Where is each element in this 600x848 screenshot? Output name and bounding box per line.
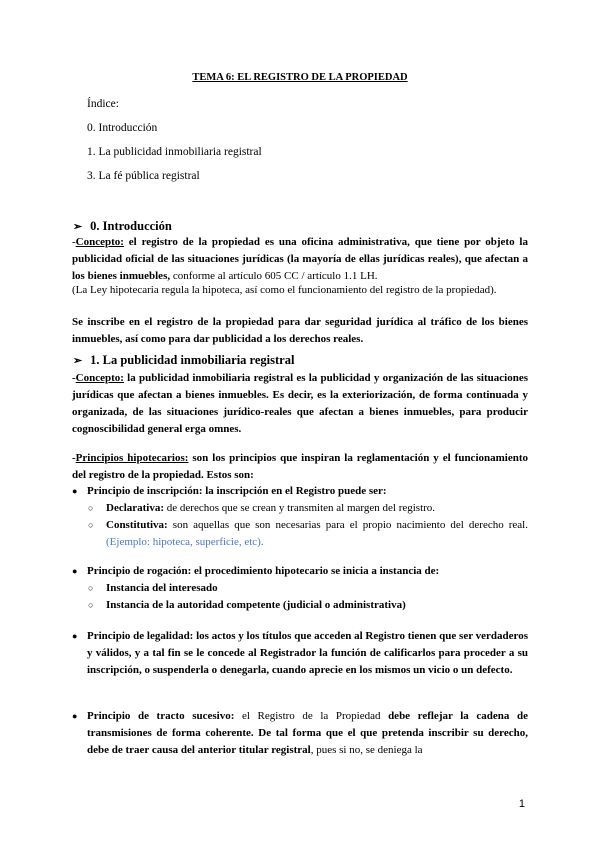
circle-bullet-icon: ○ — [88, 583, 94, 593]
concept-label: Concepto: — [75, 236, 124, 248]
circle-bullet-icon: ○ — [88, 503, 94, 513]
concept-label: Concepto: — [75, 372, 124, 384]
bullet-icon: ● — [72, 711, 78, 721]
principle-inscription: ● Principio de inscripción: la inscripción en el Registro puede ser: — [72, 483, 528, 500]
principle-inscription-declarativa: ○ Declarativa: de derechos que se crean y transmiten al margen del registro. — [88, 500, 528, 517]
page-number: 1 — [518, 798, 525, 810]
arrow-bullet-icon: ➢ — [73, 355, 83, 367]
document-title: TEMA 6: EL REGISTRO DE LA PROPIEDAD — [192, 72, 408, 83]
section-1-heading — [73, 353, 294, 368]
bullet-icon: ● — [72, 631, 78, 641]
principle-legality: ● Principio de legalidad: los actos y los títulos que acceden al Registro tienen que ser verdaderos y válidos, y a tal fin se le concede al Registrador la función de calificarlos para proceder a su inscripción, o suspenderla o denegarla, cuando aprecie en los mismos un vicio o un defecto. — [72, 630, 528, 676]
example-text: (Ejemplo: hipoteca, superficie, etc). — [106, 536, 264, 548]
index-item-0: 0. Introducción — [87, 122, 158, 134]
index-heading: Índice: — [87, 98, 119, 110]
principle-tracto-sucesivo: ● Principio de tracto sucesivo: el Registro de la Propiedad debe reflejar la cadena de transmisiones de forma coherente. De tal forma que el que pretenda inscribir su derecho, debe de traer causa del anterior titular registral, pues si no, se deniega la — [72, 710, 528, 756]
principle-rogation: ● Principio de rogación: el procedimiento hipotecario se inicia a instancia de: — [72, 563, 528, 580]
bullet-icon: ● — [72, 566, 78, 576]
concept-definition: el registro de la propiedad es una oficina administrativa, que tiene por objeto la publicidad oficial de las situaciones jurídicas (la mayoría de ellas jurídicas reales), que afectan a los bienes inmuebles, — [72, 236, 528, 282]
section-0-title: 0. Introducción — [90, 219, 172, 233]
principle-rogation-sub-1: ○ Instancia del interesado — [88, 580, 528, 597]
concept-definition: la publicidad inmobiliaria registral es la publicidad y organización de las situaciones jurídicas que afectan a bienes inmuebles. Es decir, es la exteriorización, de forma continuada y organizada, de las situaciones jurídico-reales que afectan a bienes inmuebles, para producir cognoscibilidad general erga omnes. — [72, 372, 528, 435]
section-0-heading — [73, 219, 172, 234]
index-item-2: 3. La fé pública registral — [87, 170, 200, 182]
section-1-title: 1. La publicidad inmobiliaria registral — [90, 353, 295, 367]
arrow-bullet-icon: ➢ — [73, 221, 83, 233]
circle-bullet-icon: ○ — [88, 600, 94, 610]
index-item-1: 1. La publicidad inmobiliaria registral — [87, 146, 262, 158]
principles-label: Principios hipotecarios: — [75, 452, 189, 464]
principle-rogation-sub-2: ○ Instancia de la autoridad competente (judicial o administrativa) — [88, 597, 528, 614]
section-0-note: (La Ley hipotecaria regula la hipoteca, así como el funcionamiento del registro de la propiedad). — [72, 284, 497, 296]
section-0-concept: -Concepto: el registro de la propiedad es una oficina administrativa, que tiene por objeto la publicidad oficial de las situaciones jurídicas (la mayoría de ellas jurídicas reales), que afectan a los bienes inmuebles, conforme al artículo 605 CC / artículo 1.1 LH. — [72, 236, 528, 282]
principles-text: son los principios que inspiran la reglamentación y el funcionamiento del registro de la propiedad. Estos son: — [72, 452, 528, 481]
circle-bullet-icon: ○ — [88, 520, 94, 530]
concept-reference: conforme al artículo 605 CC / artículo 1.1 LH. — [170, 270, 378, 282]
section-1-concept: -Concepto: la publicidad inmobiliaria registral es la publicidad y organización de las situaciones jurídicas que afectan a bienes inmuebles. Es decir, es la exteriorización, de forma continuada y organizada, de las situaciones jurídico-reales que afectan a bienes inmuebles, para producir cognoscibilidad general erga omnes. — [72, 372, 528, 435]
principle-inscription-constitutiva: ○ Constitutiva: son aquellas que son necesarias para el propio nacimiento del derecho real. (Ejemplo: hipoteca, superficie, etc). — [88, 519, 528, 548]
section-0-summary: Se inscribe en el registro de la propiedad para dar seguridad jurídica al tráfico de los bienes inmuebles, así como para dar publicidad a los derechos reales. — [72, 316, 528, 345]
bullet-icon: ● — [72, 486, 78, 496]
principles-intro: -Principios hipotecarios: son los principios que inspiran la reglamentación y el funcionamiento del registro de la propiedad. Estos son: — [72, 452, 528, 481]
